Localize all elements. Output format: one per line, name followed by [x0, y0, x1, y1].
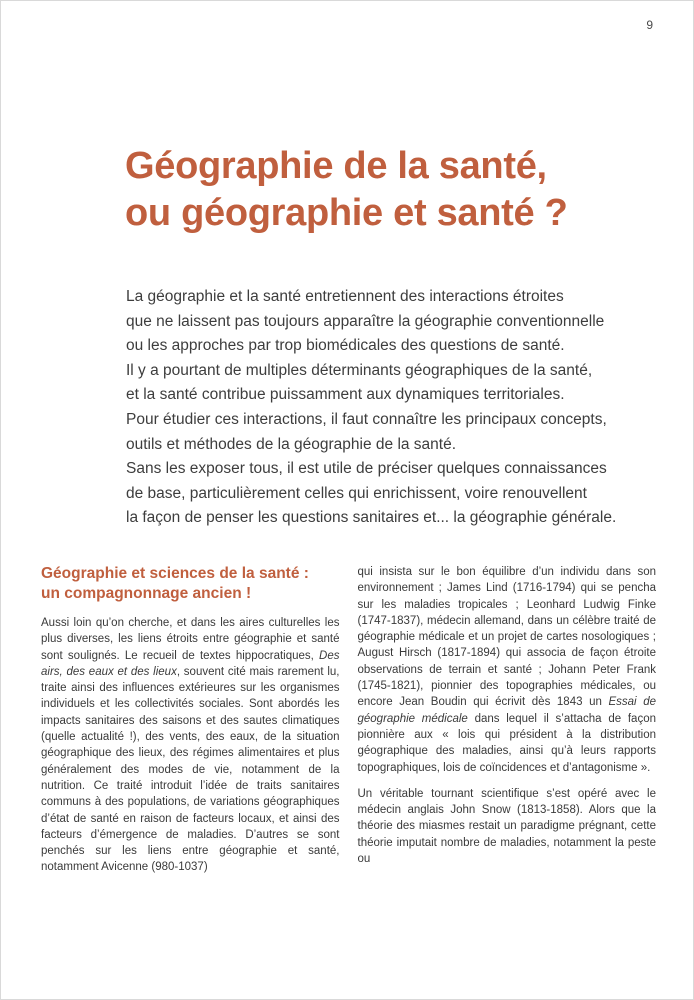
text-segment: dans lequel il s’attacha de façon pionnière aux « lois qui président à la distribution géographique des maladies, ainsi qu’à leurs rapports topographiques, lois de coïncidences et d’antagonisme ». — [357, 712, 656, 774]
page-title-line-1: Géographie de la santé, — [125, 145, 547, 187]
book-title-italic: Essai de géographie médicale — [357, 696, 656, 725]
intro-line: Pour étudier ces interactions, il faut connaître les principaux concepts, — [126, 410, 607, 428]
page-number: 9 — [646, 18, 653, 32]
intro-line: la façon de penser les questions sanitaires et... la géographie générale. — [126, 509, 617, 527]
intro-paragraph — [126, 285, 646, 531]
text-segment: Aussi loin qu’on cherche, et dans les aires culturelles les plus diverses, les liens étroits entre géographie et santé sont soulignés. Le recueil de textes hippocratiques, — [41, 617, 340, 662]
intro-line: ou les approches par trop biomédicales des questions de santé. — [126, 337, 565, 355]
right-column-paragraph-2: Un véritable tournant scientifique s’est opéré avec le médecin anglais John Snow (1813-1858). Alors que la théorie des miasmes restait un paradigme prégnant, cette théorie imputait nombre de maladies, notamment la peste ou — [357, 787, 656, 866]
intro-line: La géographie et la santé entretiennent des interactions étroites — [126, 288, 564, 305]
page-title — [125, 143, 568, 237]
right-column-paragraph-1 — [358, 564, 657, 776]
two-column-section — [41, 564, 656, 876]
intro-line: de base, particulièrement celles qui enrichissent, voire renouvellent — [126, 484, 587, 502]
book-title-italic: Des airs, des eaux et des lieux — [41, 649, 340, 678]
intro-line: outils et méthodes de la géographie de la santé. — [126, 435, 457, 453]
section-heading-line-1: Géographie et sciences de la santé : — [41, 565, 309, 582]
text-segment: qui insista sur le bon équilibre d’un individu dans son environnement ; James Lind (1716-1794) qui se pencha sur les maladies tropicales ; Leonhard Ludwig Finke (1747-1837), médecin allemand, dans un célèbre traité de géographie médicale et un projet de cartes nosologiques ; August Hirsch (1817-1894) qui associa de façon étroite observations de terrain et santé ; Johann Peter Frank (1745-1821), pionnier des topographies médicales, ou encore Jean Boudin qui écrivit dès 1843 un — [357, 566, 656, 709]
section-heading-line-2: un compagnonnage ancien ! — [41, 585, 252, 602]
left-column-paragraph — [41, 615, 340, 876]
intro-line: et la santé contribue puissamment aux dynamiques territoriales. — [126, 386, 565, 404]
intro-line: Il y a pourtant de multiples déterminants géographiques de la santé, — [126, 361, 593, 379]
text-segment: , souvent cité mais rarement lu, traite ainsi des influences extérieures sur les organismes individuels et les collectivités sociales. Sont abordés les impacts sanitaires des saisons et des sautes climatiques (quelle actualité !), des vents, des eaux, de la situation géographique des lieux, des régimes alimentaires et plus généralement des modes de vie, notamment de la nutrition. Ce traité introduit l’idée de traits sanitaires communs à des populations, de variations géographiques d’état de santé en raison de facteurs locaux, et ainsi des facteurs d’émergence de maladies. D’autres se sont penchés sur les liens entre géographie et santé, notamment Avicenne (980-1037) — [41, 665, 340, 874]
page-title-line-2: ou géographie et santé ? — [125, 192, 568, 234]
left-column — [41, 564, 340, 876]
intro-line: que ne laissent pas toujours apparaître la géographie conventionnelle — [126, 312, 605, 330]
section-heading — [41, 564, 340, 604]
intro-line: Sans les exposer tous, il est utile de préciser quelques connaissances — [126, 460, 607, 478]
right-column — [358, 564, 657, 876]
